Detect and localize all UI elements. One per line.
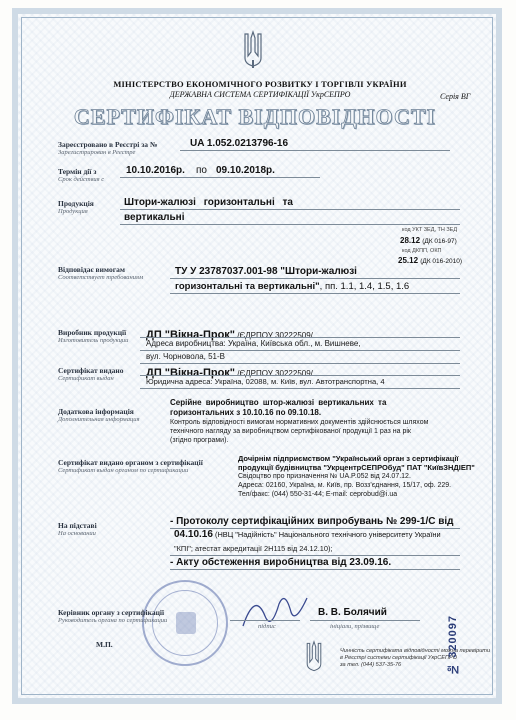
body-label: Сертифікат видано органом з сертифікації: [58, 458, 203, 467]
validity-to: 09.10.2018р.: [216, 165, 275, 176]
product-code2-note: (ДК 016-2010): [420, 258, 463, 265]
registry-label-ru: Зарегистрирован в Реестре: [58, 149, 136, 156]
trident-small-icon: [300, 640, 328, 674]
manufacturer-code: /ЄДРПОУ 30222509/: [235, 331, 313, 340]
manufacturer-name: ДП "Вікна-Прок": [146, 329, 236, 341]
validity-from: 10.10.2016р.: [126, 165, 185, 176]
manufacturer-label-ru: Изготовитель продукции: [58, 337, 129, 344]
issued-to-label-ru: Сертификат выдан: [58, 375, 114, 382]
certificate-title: СЕРТИФІКАТ ВІДПОВІДНОСТІ: [73, 104, 437, 129]
additional-line3: Контроль відповідності вимогам нормативних документів здійснюється шляхом: [170, 419, 429, 426]
product-label-ru: Продукция: [58, 208, 88, 215]
verification-note-line2: в Реєстрі системи сертифікації УкрСЕПРО: [340, 655, 458, 661]
product-code-note: код УКТ ЗЕД, ТН ЗЕД: [402, 227, 458, 233]
issued-to-name: ДП "Вікна-Прок": [146, 367, 236, 379]
product-code1: [400, 236, 457, 245]
additional-line1: Серійне виробництво штор-жалюзі вертикальних та: [170, 398, 387, 407]
requirements-line1: ТУ У 23787037.001-98 "Штори-жалюзі: [175, 266, 357, 277]
issued-to-label: Сертифікат видано: [58, 366, 124, 375]
registry-number: UA 1.052.0213796-16: [190, 138, 289, 149]
basis-item1-line1: - Протоколу сертифікаційних випробувань № 299-1/С від: [170, 516, 454, 527]
ministry-name: МІНІСТЕРСТВО ЕКОНОМІЧНОГО РОЗВИТКУ І ТОРГІВЛІ УКРАЇНИ: [113, 79, 407, 89]
signature-label-ru: Руководитель органа по сертификации: [58, 617, 168, 624]
basis-label: На підставі: [58, 521, 97, 530]
basis-label-ru: На основании: [58, 530, 96, 537]
seal-place-label: М.П.: [96, 640, 113, 649]
requirements-label: Відповідає вимогам: [58, 265, 125, 274]
requirements-label-ru: Соответствует требованиям: [58, 274, 144, 281]
basis-item1-line3: "КПІ"; атестат акредитації 2Н115 від 24.12.10);: [174, 544, 333, 553]
manufacturer-address-line1: Адреса виробництва: Україна, Київська обл., м. Вишневе,: [146, 339, 361, 348]
product-code2: [398, 256, 462, 265]
certification-system: ДЕРЖАВНА СИСТЕМА СЕРТИФІКАЦІЇ УкрСЕПРО: [169, 90, 351, 99]
verification-note: [340, 648, 490, 669]
requirements-line2: [175, 281, 409, 292]
body-line2: продукції будівництва "УкрцентрСЕПРОбуд" ПАТ "КиївЗНДІЕП": [238, 463, 475, 472]
product-name-line1: Штори-жалюзі горизонтальні та: [124, 197, 293, 208]
serial-number: № 320097: [447, 615, 459, 675]
validity-to-word: по: [196, 165, 207, 176]
body-line1: Дочірнім підприємством "Український орган з сертифікації: [238, 454, 459, 463]
body-line4: Адреса: 02160, Україна, м. Київ, пр. Возз'єднання, 15/17, оф. 229.: [238, 482, 452, 489]
signature-caption: підпис: [258, 623, 276, 630]
requirements-line2-bold: горизонтальні та вертикальні": [175, 281, 320, 292]
additional-label-ru: Дополнительная информация: [58, 416, 140, 423]
product-label: Продукція: [58, 199, 94, 208]
basis-item1-source: (НВЦ "Надійність" Національного технічного університету України: [212, 530, 441, 539]
basis-item1-line2: [174, 530, 441, 540]
additional-line5: (згідно програми).: [170, 437, 229, 444]
body-line5: Тел/факс: (044) 550-31-44; E-mail: ceprobud@i.ua: [238, 491, 398, 498]
issued-to-code: /ЄДРПОУ 30222509/: [235, 369, 313, 378]
name-caption: ініціали, прізвище: [330, 623, 380, 630]
verification-note-line3: за тел. (044) 537-35-76: [340, 662, 402, 668]
manufacturer-label: Виробник продукції: [58, 328, 127, 337]
signatory-name: В. В. Болячий: [318, 607, 387, 618]
basis-item2: - Акту обстеження виробництва від 23.09.16.: [170, 557, 392, 568]
series-label: Серія ВГ: [440, 92, 471, 101]
validity-label-ru: Срок действия с: [58, 176, 105, 183]
additional-label: Додаткова інформація: [58, 407, 134, 416]
product-name-line2: вертикальні: [124, 212, 185, 223]
body-line3: Свідоцтво про призначення № UA.P.052 від 24.07.12.: [238, 473, 411, 480]
basis-item1-date: 04.10.16: [174, 529, 213, 540]
registry-label: Зареєстровано в Реєстрі за №: [58, 140, 158, 149]
manufacturer-address-line2: вул. Чорновола, 51-В: [146, 352, 226, 361]
validity-label: Термін дії з: [58, 167, 97, 176]
product-code-note2: код ДКПП, ОКП: [402, 248, 442, 254]
requirements-line2-rest: , пп. 1.1, 1.4, 1.5, 1.6: [319, 281, 410, 292]
signature-label: Керівник органу з сертифікації: [58, 608, 165, 617]
trident-emblem-icon: [242, 30, 264, 70]
additional-line4: технічного нагляду за виробництвом сертифікованої продукції 1 раз на рік: [170, 428, 411, 435]
verification-note-line1: Чинність сертифіката відповідності можна перевірити: [340, 648, 491, 654]
additional-line2: горизонтальних з 10.10.16 по 09.10.18.: [170, 408, 322, 417]
product-code1-note: (ДК 016-97): [422, 238, 457, 245]
product-code1-value: 28.12: [400, 236, 421, 245]
issued-to-address: Юридична адреса: Україна, 02088, м. Київ, вул. Автотранспортна, 4: [146, 377, 385, 386]
body-label-ru: Сертификат выдан органом по сертификации: [58, 467, 189, 474]
product-code2-value: 25.12: [398, 256, 419, 265]
